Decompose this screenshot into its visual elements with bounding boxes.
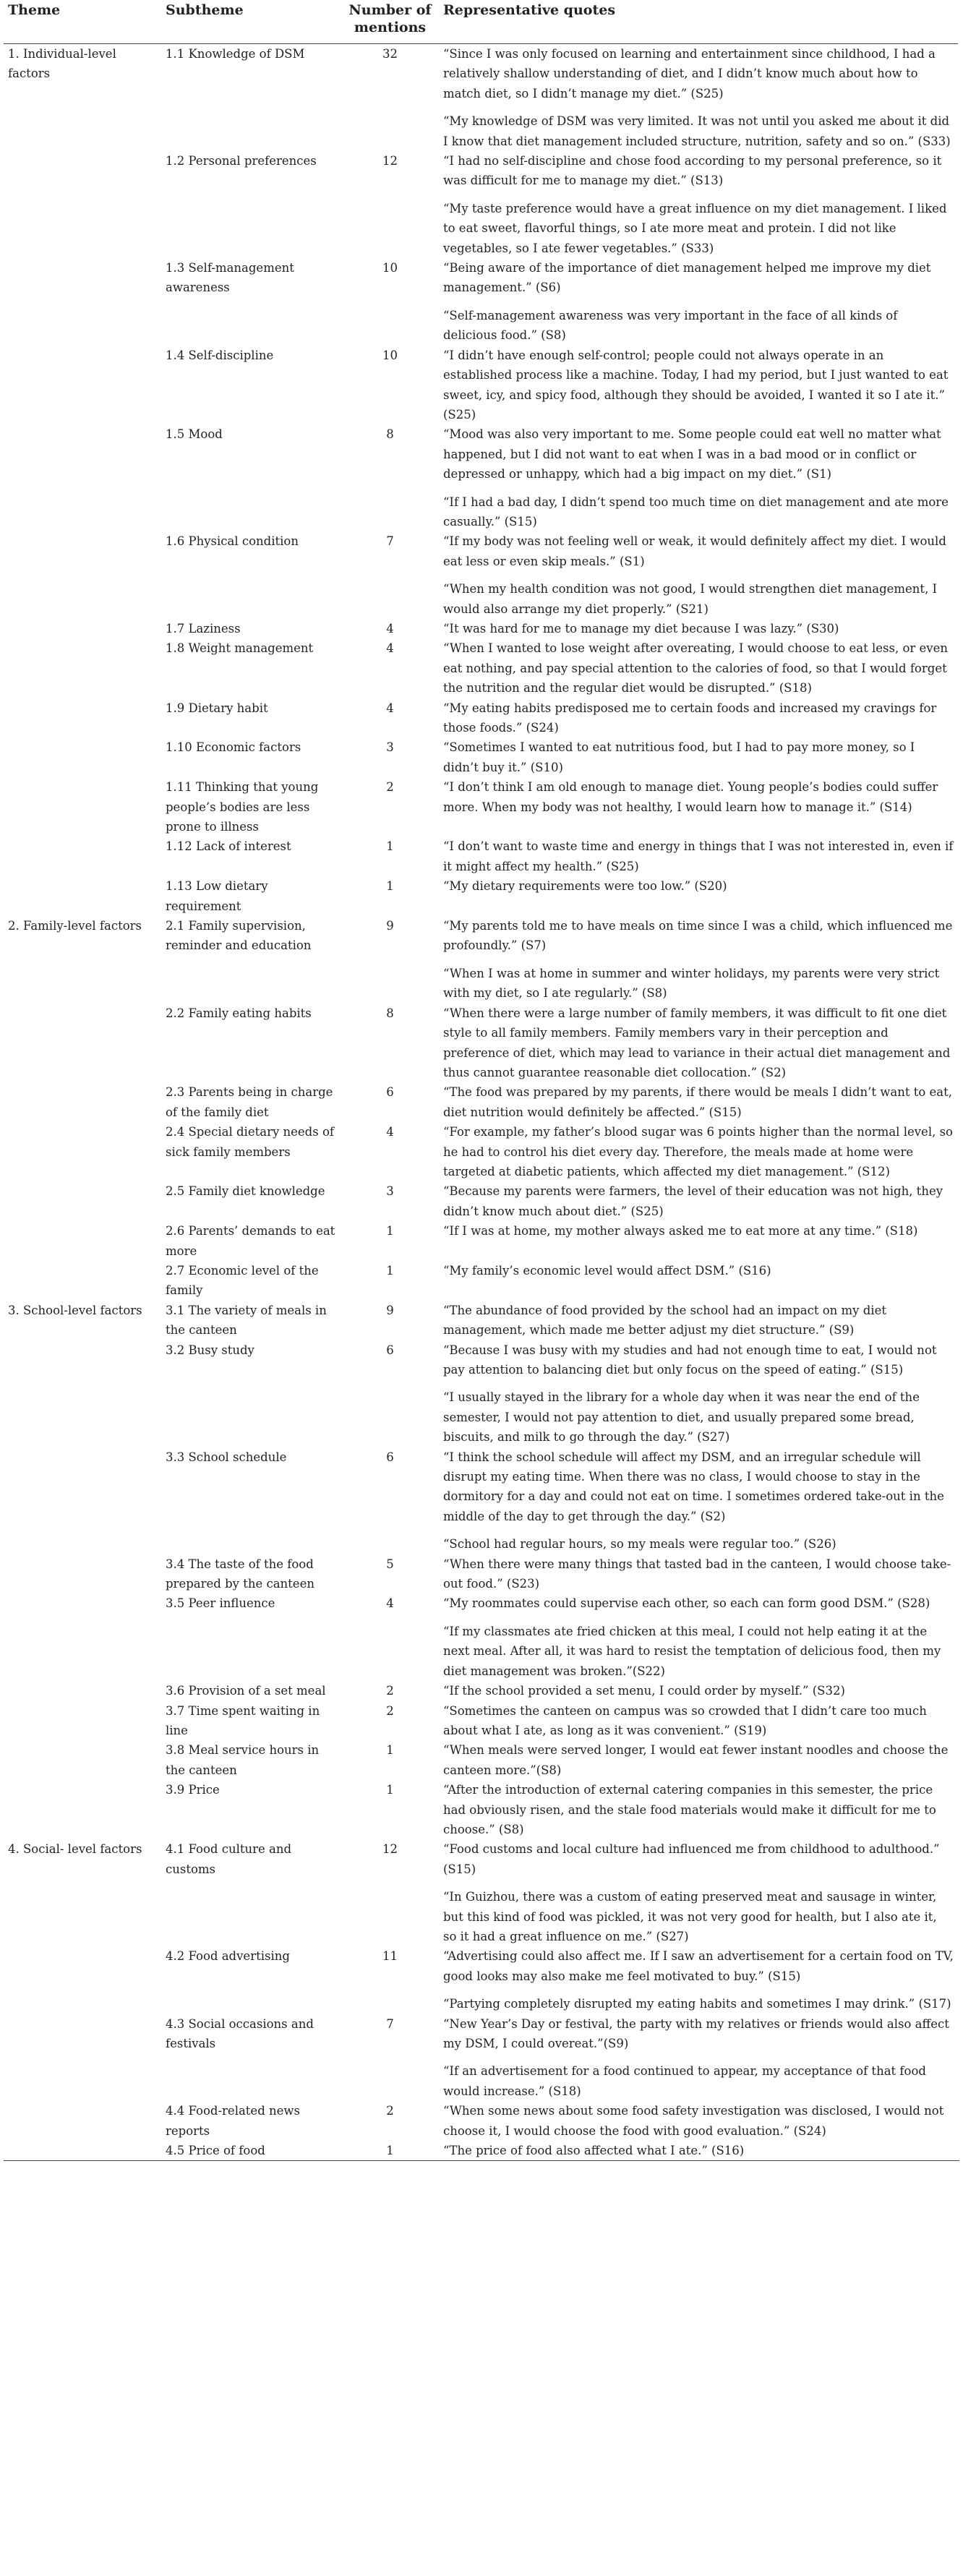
table-row bbox=[4, 698, 958, 738]
subtheme-cell: 2.7 Economic level of the family bbox=[166, 1263, 319, 1298]
theme-cell bbox=[4, 258, 161, 346]
mentions-cell: 6 bbox=[386, 1450, 394, 1464]
theme-cell bbox=[4, 1780, 161, 1839]
quotes-cell bbox=[439, 1780, 958, 1839]
subtheme-cell: 3.7 Time spent waiting in line bbox=[166, 1703, 320, 1737]
table-body bbox=[4, 44, 958, 2161]
table-row bbox=[4, 44, 958, 152]
table-row bbox=[4, 836, 958, 876]
mentions-cell: 10 bbox=[382, 261, 398, 275]
quotes-cell bbox=[439, 1261, 958, 1301]
subtheme-cell: 1.2 Personal preferences bbox=[166, 154, 317, 168]
quote-text: “My dietary requirements were too low.” (S20) bbox=[443, 879, 727, 894]
quotes-cell bbox=[439, 346, 958, 425]
table-row bbox=[4, 1301, 958, 1340]
table-row bbox=[4, 1946, 958, 2014]
mentions-cell: 2 bbox=[386, 1684, 394, 1698]
table-row bbox=[4, 619, 958, 638]
quote-text: “Because I was busy with my studies and had not enough time to eat, I would not pay attention to balancing diet but only focus on the speed of eating.” (S15) bbox=[443, 1343, 937, 1377]
quote-text: “My taste preference would have a great influence on my diet management. I liked to eat sweet, flavorful things, so I ate more meat and protein. I did not like vegetables, so I ate fewer vegetables.” (S33) bbox=[443, 201, 947, 255]
subtheme-cell: 1.5 Mood bbox=[166, 427, 223, 442]
theme-cell: 2. Family-level factors bbox=[8, 919, 142, 933]
quotes-cell bbox=[439, 44, 958, 152]
theme-cell bbox=[4, 346, 161, 425]
quote-text: “When there were a large number of family members, it was difficult to fit one diet style to all family members. Family members vary in their perception and preference of diet, which may lead to variance in their actual diet management and thus cannot guarantee reasonable diet collocation.” (S2) bbox=[443, 1006, 951, 1079]
header-mentions: Number of mentions bbox=[341, 0, 439, 44]
header-row bbox=[4, 0, 958, 44]
theme-cell bbox=[4, 1554, 161, 1594]
quote-text: “My roommates could supervise each other, so each can form good DSM.” (S28) bbox=[443, 1596, 930, 1611]
quote-text: “When some news about some food safety investigation was disclosed, I would not choose it, I would choose the food with good evaluation.” (S24) bbox=[443, 2104, 944, 2138]
theme-cell bbox=[4, 1447, 161, 1554]
quotes-cell bbox=[439, 1701, 958, 1741]
quote-text: “It was hard for me to manage my diet because I was lazy.” (S30) bbox=[443, 621, 839, 636]
table-row bbox=[4, 1839, 958, 1946]
quote-text: “Since I was only focused on learning and entertainment since childhood, I had a relatively shallow understanding of diet, and I didn’t know much about how to match diet, so I didn’t manage my diet.” (S25) bbox=[443, 47, 936, 100]
quote-text: “My knowledge of DSM was very limited. It was not until you asked me about it did I know that diet management included structure, nutrition, safety and so on.” (S33) bbox=[443, 114, 951, 148]
quote-text: “I had no self-discipline and chose food according to my personal preference, so it was difficult for me to manage my diet.” (S13) bbox=[443, 154, 942, 188]
quote-text: “Sometimes the canteen on campus was so crowded that I didn’t care too much about what I ate, as long as it was convenient.” (S19) bbox=[443, 1703, 927, 1737]
quote-text: “The abundance of food provided by the school had an impact on my diet management, which made me better adjust my diet structure.” (S9) bbox=[443, 1303, 886, 1338]
theme-cell bbox=[4, 698, 161, 738]
quotes-cell bbox=[439, 1082, 958, 1122]
quote-text: “Mood was also very important to me. Some people could eat well no matter what happened, but I did not want to eat when I was in a bad mood or in conflict or depressed or unhappy, which had a big impact on my diet.” (S1) bbox=[443, 427, 941, 482]
mentions-cell: 2 bbox=[386, 1703, 394, 1718]
subtheme-cell: 1.13 Low dietary requirement bbox=[166, 879, 268, 913]
quotes-cell bbox=[439, 777, 958, 836]
mentions-cell: 6 bbox=[386, 1343, 394, 1357]
quote-text: “After the introduction of external catering companies in this semester, the price had obviously risen, and the stale food materials would make it difficult for me to choose.” (S8) bbox=[443, 1783, 936, 1836]
table-row bbox=[4, 1340, 958, 1447]
quotes-cell bbox=[439, 916, 958, 1004]
table-row bbox=[4, 1082, 958, 1122]
quote-text: “Partying completely disrupted my eating habits and sometimes I may drink.” (S17) bbox=[443, 1997, 951, 2011]
quote-text: “I don’t want to waste time and energy in things that I was not interested in, even if it might affect my health.” (S25) bbox=[443, 839, 954, 873]
table-row bbox=[4, 777, 958, 836]
quotes-cell bbox=[439, 1221, 958, 1261]
table-row bbox=[4, 876, 958, 916]
mentions-cell: 7 bbox=[386, 534, 394, 549]
subtheme-cell: 3.4 The taste of the food prepared by the canteen bbox=[166, 1557, 314, 1591]
theme-cell: 4. Social- level factors bbox=[8, 1842, 142, 1857]
table-row bbox=[4, 916, 958, 1004]
subtheme-cell: 1.1 Knowledge of DSM bbox=[166, 47, 305, 61]
mentions-cell: 32 bbox=[382, 47, 398, 61]
subtheme-cell: 1.7 Laziness bbox=[166, 621, 241, 636]
table-row bbox=[4, 1122, 958, 1181]
subtheme-cell: 1.11 Thinking that young people’s bodies are less prone to illness bbox=[166, 780, 319, 834]
quotes-cell bbox=[439, 1340, 958, 1447]
subtheme-cell: 4.4 Food-related news reports bbox=[166, 2104, 300, 2138]
quotes-cell bbox=[439, 258, 958, 346]
quote-text: “When I was at home in summer and winter holidays, my parents were very strict with my diet, so I ate regularly.” (S8) bbox=[443, 966, 940, 1001]
table-row bbox=[4, 2014, 958, 2102]
subtheme-cell: 3.1 The variety of meals in the canteen bbox=[166, 1303, 327, 1338]
table-row bbox=[4, 346, 958, 425]
theme-cell bbox=[4, 619, 161, 638]
table-row bbox=[4, 1780, 958, 1839]
themes-table bbox=[4, 0, 958, 2160]
table-row bbox=[4, 1701, 958, 1741]
theme-cell bbox=[4, 876, 161, 916]
subtheme-cell: 4.2 Food advertising bbox=[166, 1949, 290, 1964]
mentions-cell: 1 bbox=[386, 839, 394, 854]
theme-cell bbox=[4, 737, 161, 777]
quote-text: “For example, my father’s blood sugar was 6 points higher than the normal level, so he had to control his diet every day. Therefore, the meals made at home were targeted at diabetic patients, which affected my diet management.” (S12) bbox=[443, 1125, 953, 1178]
quotes-cell bbox=[439, 2141, 958, 2160]
mentions-cell: 4 bbox=[386, 641, 394, 656]
mentions-cell: 2 bbox=[386, 2104, 394, 2118]
quote-text: “If the school provided a set menu, I could order by myself.” (S32) bbox=[443, 1684, 845, 1698]
theme-cell bbox=[4, 1701, 161, 1741]
table-row bbox=[4, 2141, 958, 2160]
subtheme-cell: 1.9 Dietary habit bbox=[166, 701, 268, 715]
table-row bbox=[4, 1681, 958, 1700]
quotes-cell bbox=[439, 1946, 958, 2014]
quotes-cell bbox=[439, 1554, 958, 1594]
mentions-cell: 1 bbox=[386, 1263, 394, 1278]
subtheme-cell: 2.6 Parents’ demands to eat more bbox=[166, 1224, 335, 1258]
subtheme-cell: 1.12 Lack of interest bbox=[166, 839, 291, 854]
quote-text: “If my body was not feeling well or weak, it would definitely affect my diet. I would eat less or even skip meals.” (S1) bbox=[443, 534, 946, 568]
table-row bbox=[4, 2101, 958, 2141]
mentions-cell: 12 bbox=[382, 154, 398, 168]
mentions-cell: 4 bbox=[386, 701, 394, 715]
mentions-cell: 4 bbox=[386, 1125, 394, 1139]
mentions-cell: 12 bbox=[382, 1842, 398, 1857]
theme-cell bbox=[4, 1181, 161, 1221]
subtheme-cell: 1.3 Self-management awareness bbox=[166, 261, 294, 295]
theme-cell bbox=[4, 777, 161, 836]
table-row bbox=[4, 151, 958, 258]
theme-cell bbox=[4, 1593, 161, 1681]
theme-cell bbox=[4, 1004, 161, 1083]
quotes-cell bbox=[439, 151, 958, 258]
mentions-cell: 8 bbox=[386, 1006, 394, 1020]
subtheme-cell: 3.9 Price bbox=[166, 1783, 220, 1797]
mentions-cell: 8 bbox=[386, 427, 394, 442]
mentions-cell: 2 bbox=[386, 780, 394, 795]
quote-text: “If an advertisement for a food continued to appear, my acceptance of that food would increase.” (S18) bbox=[443, 2064, 926, 2098]
table-row bbox=[4, 638, 958, 698]
theme-cell bbox=[4, 1261, 161, 1301]
quotes-cell bbox=[439, 1181, 958, 1221]
quote-text: “I think the school schedule will affect my DSM, and an irregular schedule will disrupt my eating time. When there was no class, I would choose to stay in the dormitory for a day and could not eat on time. I sometimes ordered take-out in the middle of the day to get through the day.” (S2) bbox=[443, 1450, 944, 1523]
header-theme: Theme bbox=[4, 0, 161, 44]
quotes-cell bbox=[439, 2101, 958, 2141]
mentions-cell: 7 bbox=[386, 2016, 394, 2031]
quotes-cell bbox=[439, 1681, 958, 1700]
quote-text: “I don’t think I am old enough to manage diet. Young people’s bodies could suffer more. When my body was not healthy, I would learn how to manage it.” (S14) bbox=[443, 780, 938, 814]
theme-cell bbox=[4, 424, 161, 531]
table-row bbox=[4, 258, 958, 346]
quote-text: “Being aware of the importance of diet management helped me improve my diet management.” (S6) bbox=[443, 261, 931, 295]
quote-text: “School had regular hours, so my meals were regular too.” (S26) bbox=[443, 1537, 836, 1552]
table-bottom-rule bbox=[4, 2160, 959, 2161]
subtheme-cell: 3.3 School schedule bbox=[166, 1450, 287, 1464]
quotes-cell bbox=[439, 638, 958, 698]
table-row bbox=[4, 1221, 958, 1261]
mentions-cell: 1 bbox=[386, 1743, 394, 1758]
quotes-cell bbox=[439, 1447, 958, 1554]
table-row bbox=[4, 737, 958, 777]
quote-text: “Because my parents were farmers, the level of their education was not high, they didn’t know much about diet.” (S25) bbox=[443, 1184, 943, 1218]
quote-text: “My parents told me to have meals on time since I was a child, which influenced me profoundly.” (S7) bbox=[443, 919, 953, 953]
quotes-cell bbox=[439, 1839, 958, 1946]
subtheme-cell: 2.3 Parents being in charge of the family diet bbox=[166, 1085, 333, 1119]
table-row bbox=[4, 1261, 958, 1301]
header-subtheme: Subtheme bbox=[161, 0, 341, 44]
quotes-cell bbox=[439, 2014, 958, 2102]
quote-text: “If I had a bad day, I didn’t spend too much time on diet management and ate more casually.” (S15) bbox=[443, 495, 949, 529]
table-row bbox=[4, 1447, 958, 1554]
subtheme-cell: 2.4 Special dietary needs of sick family members bbox=[166, 1125, 334, 1159]
quote-text: “My family’s economic level would affect DSM.” (S16) bbox=[443, 1263, 771, 1278]
subtheme-cell: 3.5 Peer influence bbox=[166, 1596, 275, 1611]
quote-text: “The price of food also affected what I ate.” (S16) bbox=[443, 2144, 745, 2158]
mentions-cell: 1 bbox=[386, 879, 394, 894]
subtheme-cell: 2.1 Family supervision, reminder and education bbox=[166, 919, 312, 953]
theme-cell bbox=[4, 2014, 161, 2102]
theme-cell bbox=[4, 1221, 161, 1261]
mentions-cell: 1 bbox=[386, 1224, 394, 1238]
subtheme-cell: 1.10 Economic factors bbox=[166, 740, 301, 755]
subtheme-cell: 1.6 Physical condition bbox=[166, 534, 299, 549]
theme-cell bbox=[4, 1340, 161, 1447]
mentions-cell: 4 bbox=[386, 621, 394, 636]
theme-cell bbox=[4, 1946, 161, 2014]
quotes-cell bbox=[439, 619, 958, 638]
theme-cell bbox=[4, 531, 161, 619]
table-row bbox=[4, 1554, 958, 1594]
quotes-cell bbox=[439, 737, 958, 777]
theme-cell: 3. School-level factors bbox=[8, 1303, 142, 1317]
subtheme-cell: 1.8 Weight management bbox=[166, 641, 314, 656]
subtheme-cell: 2.5 Family diet knowledge bbox=[166, 1184, 325, 1199]
mentions-cell: 1 bbox=[386, 1783, 394, 1797]
quote-text: “New Year’s Day or festival, the party with my relatives or friends would also affect my DSM, I could overeat.”(S9) bbox=[443, 2016, 949, 2050]
quotes-cell bbox=[439, 1301, 958, 1340]
subtheme-cell: 4.1 Food culture and customs bbox=[166, 1842, 292, 1876]
table-row bbox=[4, 424, 958, 531]
subtheme-cell: 4.3 Social occasions and festivals bbox=[166, 2016, 314, 2050]
mentions-cell: 9 bbox=[386, 919, 394, 933]
quote-text: “When I wanted to lose weight after overeating, I would choose to eat less, or even eat nothing, and pay special attention to the calories of food, so that I would forget the nutrition and the regular diet would be disrupted.” (S18) bbox=[443, 641, 949, 696]
mentions-cell: 6 bbox=[386, 1085, 394, 1100]
quote-text: “When my health condition was not good, I would strengthen diet management, I would also arrange my diet properly.” (S21) bbox=[443, 582, 938, 616]
subtheme-cell: 3.2 Busy study bbox=[166, 1343, 254, 1357]
quote-text: “If I was at home, my mother always asked me to eat more at any time.” (S18) bbox=[443, 1224, 918, 1238]
table-row bbox=[4, 1740, 958, 1780]
mentions-cell: 11 bbox=[382, 1949, 398, 1964]
quote-text: “Sometimes I wanted to eat nutritious food, but I had to pay more money, so I didn’t buy it.” (S10) bbox=[443, 740, 915, 774]
mentions-cell: 3 bbox=[386, 1184, 394, 1199]
quotes-cell bbox=[439, 424, 958, 531]
quotes-cell bbox=[439, 1122, 958, 1181]
quote-text: “When there were many things that tasted bad in the canteen, I would choose take-out food.” (S23) bbox=[443, 1557, 951, 1591]
header-quotes: Representative quotes bbox=[439, 0, 958, 44]
theme-cell bbox=[4, 2141, 161, 2160]
quote-text: “When meals were served longer, I would eat fewer instant noodles and choose the canteen more.”(S8) bbox=[443, 1743, 949, 1777]
table-row bbox=[4, 1004, 958, 1083]
theme-cell bbox=[4, 1082, 161, 1122]
quote-text: “Advertising could also affect me. If I saw an advertisement for a certain food on TV, good looks may also make me feel motivated to buy.” (S15) bbox=[443, 1949, 954, 1983]
quotes-cell bbox=[439, 1593, 958, 1681]
quote-text: “The food was prepared by my parents, if there would be meals I didn’t want to eat, diet nutrition would definitely be affected.” (S15) bbox=[443, 1085, 952, 1119]
quote-text: “I usually stayed in the library for a whole day when it was near the end of the semester, I would not pay attention to diet, and usually prepared some bread, biscuits, and milk to go through the day.” (S27) bbox=[443, 1390, 920, 1445]
mentions-cell: 3 bbox=[386, 740, 394, 755]
theme-cell bbox=[4, 1681, 161, 1700]
quotes-cell bbox=[439, 1004, 958, 1083]
quote-text: “I didn’t have enough self-control; people could not always operate in an established process like a machine. Today, I had my period, but I just wanted to eat sweet, icy, and spicy food, although they should be avoided, I wanted it so I ate it.” (S25) bbox=[443, 348, 949, 422]
quote-text: “If my classmates ate fried chicken at this meal, I could not help eating it at the next meal. After all, it was hard to resist the temptation of delicious food, then my diet management was broken.”(S22) bbox=[443, 1624, 941, 1678]
mentions-cell: 5 bbox=[386, 1557, 394, 1571]
quotes-cell bbox=[439, 531, 958, 619]
quotes-cell bbox=[439, 698, 958, 738]
quote-text: “My eating habits predisposed me to certain foods and increased my cravings for those foods.” (S24) bbox=[443, 701, 937, 735]
table-row bbox=[4, 531, 958, 619]
table-row bbox=[4, 1181, 958, 1221]
theme-cell bbox=[4, 1122, 161, 1181]
theme-cell bbox=[4, 836, 161, 876]
theme-cell: 1. Individual-level factors bbox=[8, 47, 116, 81]
theme-cell bbox=[4, 1740, 161, 1780]
subtheme-cell: 3.8 Meal service hours in the canteen bbox=[166, 1743, 320, 1777]
theme-cell bbox=[4, 638, 161, 698]
subtheme-cell: 3.6 Provision of a set meal bbox=[166, 1684, 326, 1698]
theme-cell bbox=[4, 151, 161, 258]
theme-cell bbox=[4, 2101, 161, 2141]
mentions-cell: 1 bbox=[386, 2144, 394, 2158]
mentions-cell: 9 bbox=[386, 1303, 394, 1317]
subtheme-cell: 1.4 Self-discipline bbox=[166, 348, 274, 362]
table-row bbox=[4, 1593, 958, 1681]
mentions-cell: 4 bbox=[386, 1596, 394, 1611]
subtheme-cell: 4.5 Price of food bbox=[166, 2144, 265, 2158]
quote-text: “In Guizhou, there was a custom of eating preserved meat and sausage in winter, but this kind of food was pickled, it was not very good for health, but I also ate it, so it had a great influence on me.” (S27) bbox=[443, 1890, 937, 1943]
quote-text: “Self-management awareness was very important in the face of all kinds of delicious food.” (S8) bbox=[443, 308, 898, 343]
quotes-cell bbox=[439, 876, 958, 916]
subtheme-cell: 2.2 Family eating habits bbox=[166, 1006, 312, 1020]
quotes-cell bbox=[439, 836, 958, 876]
quotes-cell bbox=[439, 1740, 958, 1780]
quote-text: “Food customs and local culture had influenced me from childhood to adulthood.” (S15) bbox=[443, 1842, 940, 1876]
mentions-cell: 10 bbox=[382, 348, 398, 362]
